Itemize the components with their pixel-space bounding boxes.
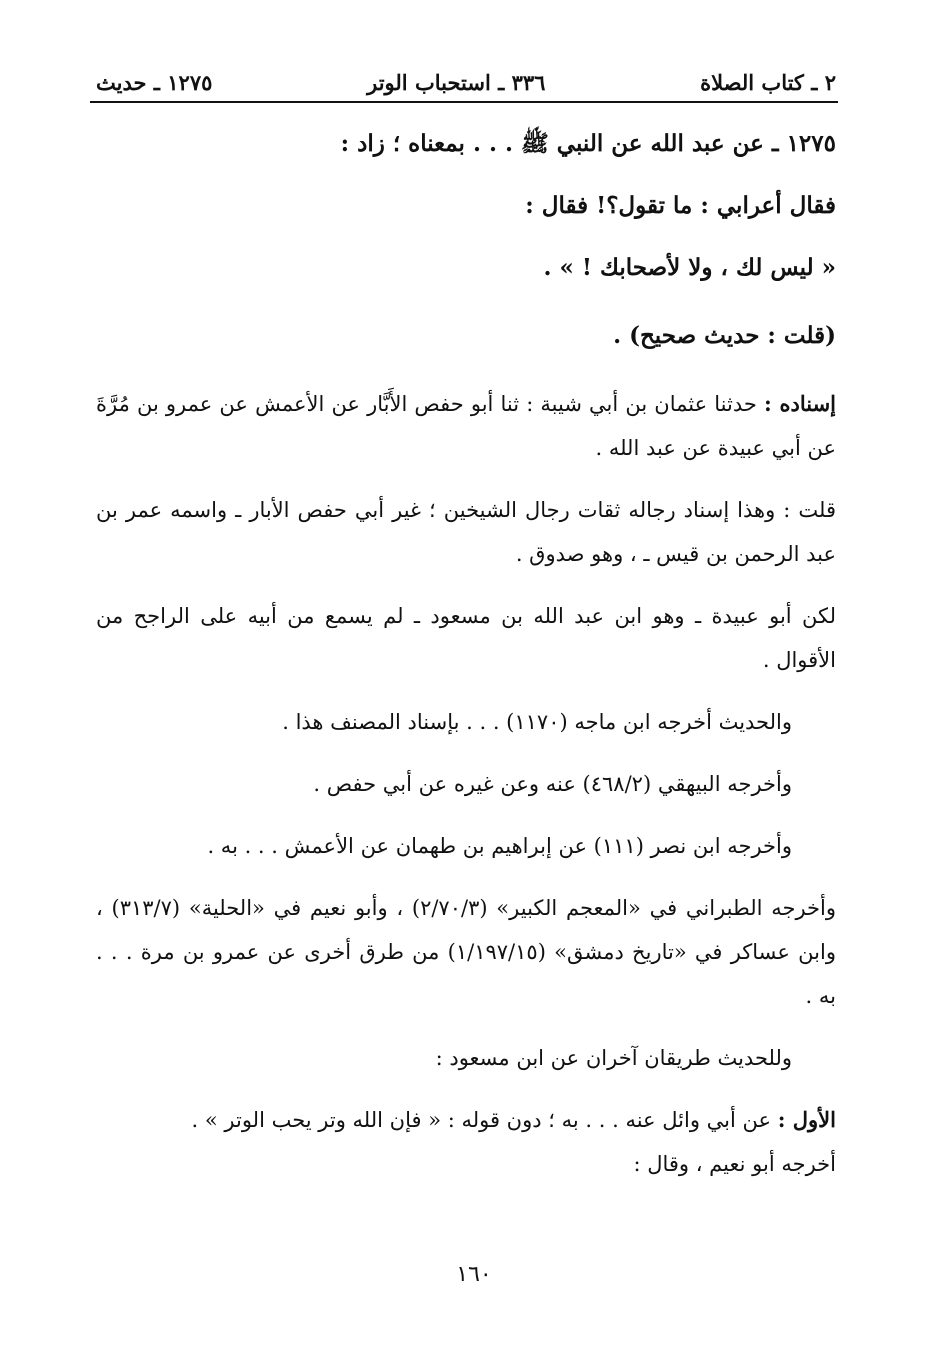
header-section: ٣٣٦ ـ استحباب الوتر [367,69,546,95]
hadith-text-line-1: ١٢٧٥ ـ عن عبد الله عن النبي ﷺ . . . بمعناه ؛ زاد : [340,130,836,157]
isnad-text: حدثنا عثمان بن أبي شيبة : ثنا أبو حفص الأَبَّار عن الأعمش عن عمرو بن مُرَّةَ عن أبي عبيدة عن عبد الله . [96,392,836,460]
isnad-label: إسناده : [763,391,836,416]
first-route-source: أخرجه أبو نعيم ، وقال : [633,1152,836,1176]
takhrij-tabarani: وأخرجه الطبراني في «المعجم الكبير» (٢/٧٠/٣) ، وأبو نعيم في «الحلية» (٣١٣/٧) ، وابن عساكر في «تاريخ دمشق» (١/١٩٧/١٥) من طرق أخرى عن عمرو بن مرة . . . به . [96,896,836,1008]
hadith-grade: (قلت : حديث صحيح) . [613,322,836,349]
isnad-paragraph [96,382,836,470]
first-route-text: عن أبي وائل عنه . . . به ؛ دون قوله : « فإن الله وتر يحب الوتر » . [191,1108,778,1132]
hadith-text-line-3: « ليس لك ، ولا لأصحابك ! » . [543,254,836,281]
first-route-paragraph [96,1098,836,1142]
page-body [96,122,836,1186]
header-divider [90,101,838,103]
takhrij-ibn-majah: والحديث أخرجه ابن ماجه (١١٧٠) . . . بإسناد المصنف هذا . [282,710,792,734]
other-routes-intro: وللحديث طريقان آخران عن ابن مسعود : [435,1046,792,1070]
hadith-text-line-2: فقال أعرابي : ما تقول؟! فقال : [525,192,836,219]
page-number: ١٦٠ [456,1262,492,1287]
commentary-paragraph-2: لكن أبو عبيدة ـ وهو ابن عبد الله بن مسعود ـ لم يسمع من أبيه على الراجح من الأقوال . [96,604,836,672]
running-header [96,64,836,100]
header-chapter: ٢ ـ كتاب الصلاة [700,69,836,95]
first-route-label: الأول : [777,1107,836,1132]
takhrij-bayhaqi: وأخرجه البيهقي (٤٦٨/٢) عنه وعن غيره عن أبي حفص . [313,772,792,796]
header-hadith-number: ١٢٧٥ ـ حديث [96,69,213,95]
takhrij-ibn-nasr: وأخرجه ابن نصر (١١١) عن إبراهيم بن طهمان عن الأعمش . . . به . [207,834,792,858]
commentary-paragraph-1: قلت : وهذا إسناد رجاله ثقات رجال الشيخين ؛ غير أبي حفص الأبار ـ واسمه عمر بن عبد الرحمن بن قيس ـ ، وهو صدوق . [96,498,836,566]
